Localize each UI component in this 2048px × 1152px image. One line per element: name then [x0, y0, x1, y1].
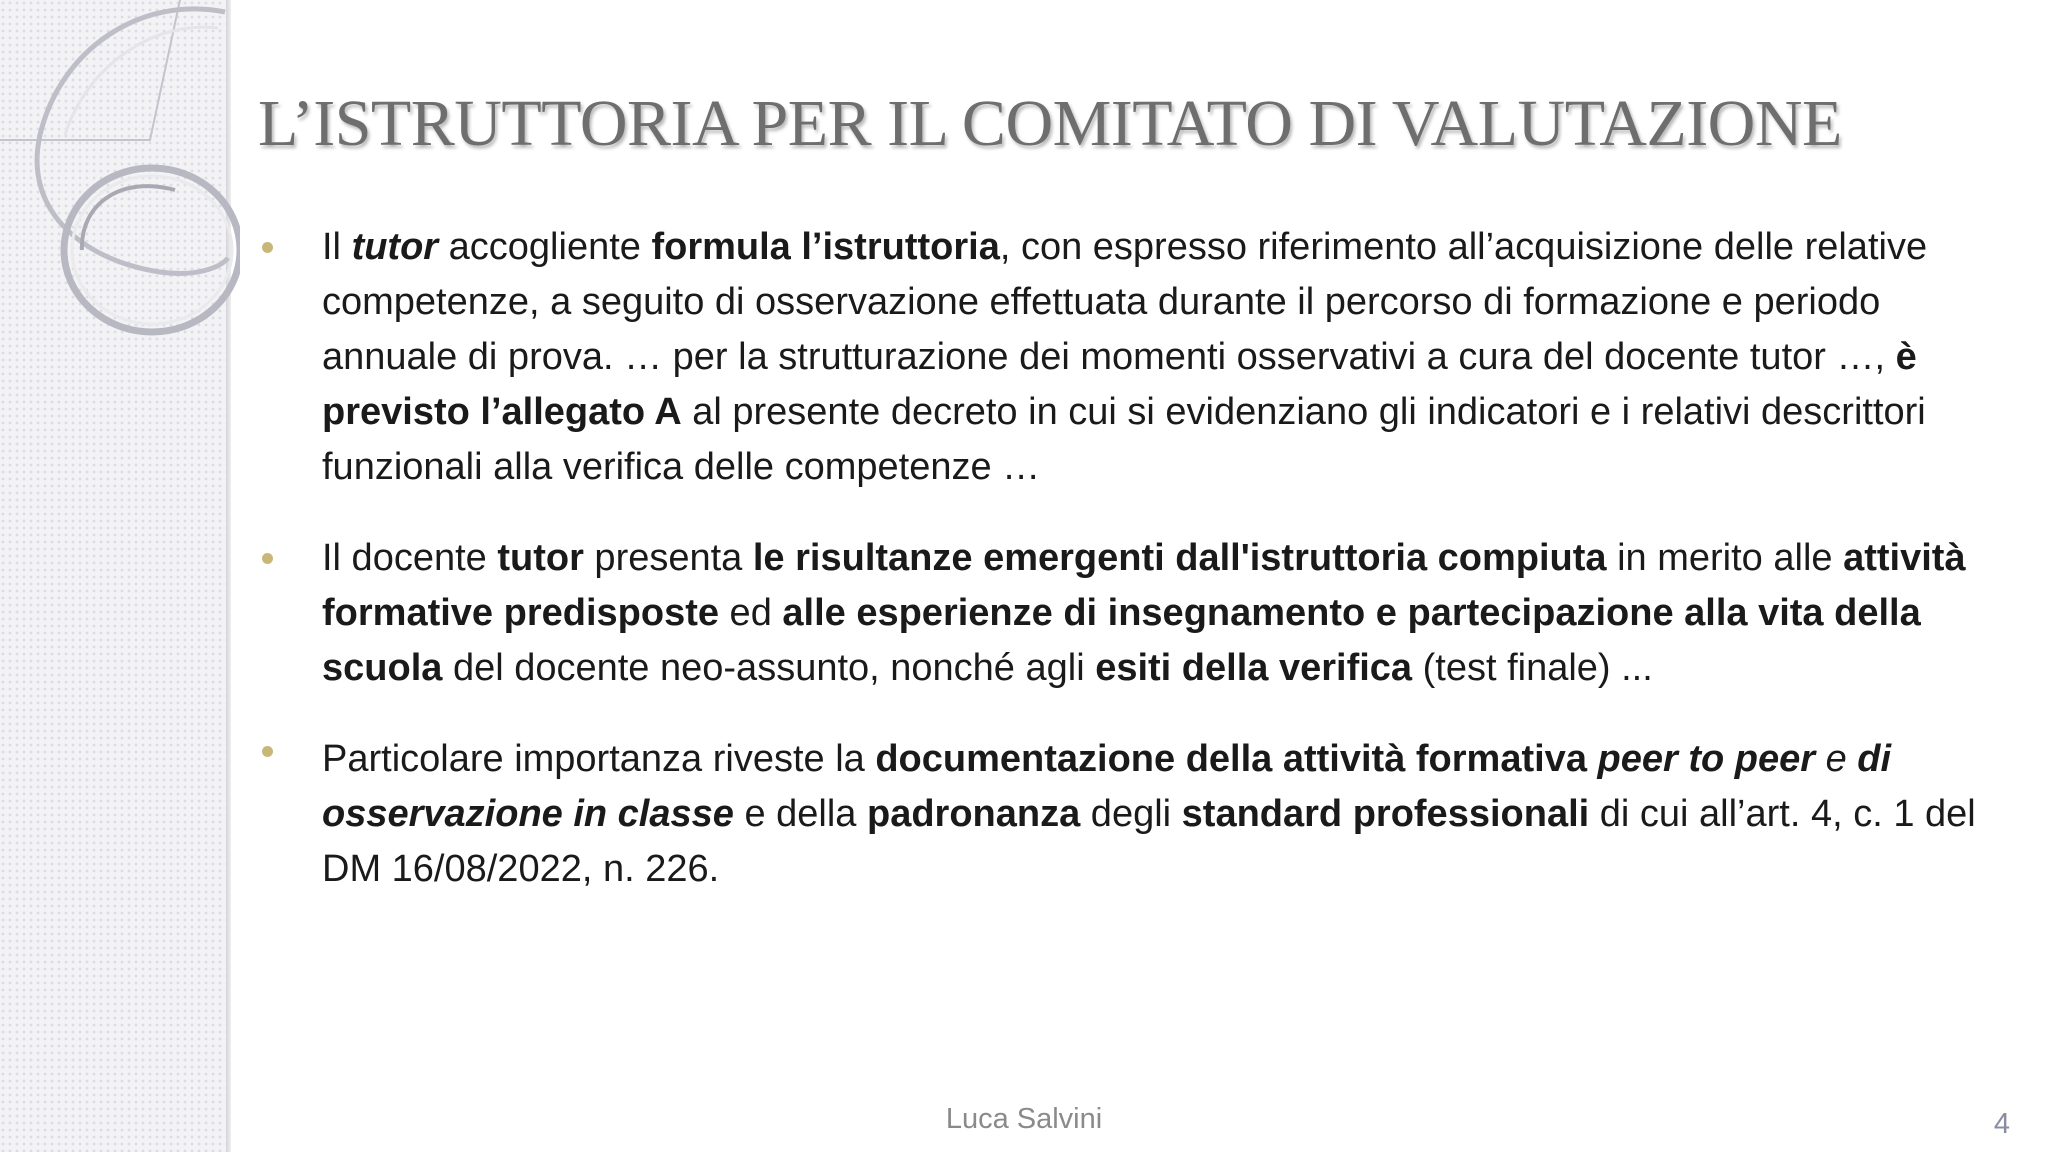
text-run: degli — [1080, 793, 1182, 835]
text-run-bold-italic: tutor — [351, 226, 439, 268]
text-run-bold: le risultanze emergenti dall'istruttoria compiuta — [752, 537, 1607, 579]
text-run: accogliente — [438, 226, 652, 268]
text-run: Il docente — [322, 537, 498, 579]
text-run-bold: esiti della verifica — [1095, 647, 1413, 689]
text-run: ed — [719, 592, 783, 634]
text-run: e della — [733, 793, 867, 835]
bullet-paragraph-1 — [258, 220, 1998, 495]
slide-footer-author: Luca Salvini — [945, 1103, 1103, 1135]
text-run: Particolare importanza riveste la — [322, 738, 876, 780]
bullet-paragraph-2 — [258, 531, 1998, 696]
slide-page-number: 4 — [1993, 1108, 2010, 1140]
text-run-bold: standard professionali — [1181, 793, 1590, 835]
text-run: in merito alle — [1606, 537, 1844, 579]
text-run-bold: padronanza — [867, 793, 1081, 835]
text-run-bold: attività formative predisposte — [322, 537, 1966, 634]
bullet-dot-icon — [262, 242, 273, 253]
text-run-bold: formula l’istruttoria — [651, 226, 1000, 268]
text-run: del docente neo-assunto, nonché agli — [442, 647, 1096, 689]
text-run-bold: tutor — [497, 537, 584, 579]
decorative-swirl — [0, 0, 240, 400]
text-run: (test finale) ... — [1412, 647, 1653, 689]
text-run-bold: alle esperienze di insegnamento e partecipazione alla vita della scuola — [322, 592, 1921, 689]
slide-title: L’ISTRUTTORIA PER IL COMITATO DI VALUTAZIONE — [258, 87, 1842, 160]
text-run-bold-italic: di osservazione in classe — [322, 738, 1892, 835]
text-run-italic: e — [1815, 738, 1858, 780]
text-run: al presente decreto in cui si evidenziano gli indicatori e i relativi descrittori funzionali alla verifica delle competenze … — [322, 391, 1926, 488]
bullet-dot-icon — [262, 553, 273, 564]
bullet-dot-icon — [262, 746, 273, 757]
text-run-bold: documentazione della attività formativa — [875, 738, 1598, 780]
text-run: di cui all’art. 4, c. 1 del DM 16/08/2022, n. 226. — [322, 793, 1976, 890]
slide-body — [258, 220, 1998, 933]
bullet-paragraph-3 — [258, 732, 1998, 897]
text-run: Il — [322, 226, 352, 268]
text-run-bold-italic: peer to peer — [1597, 738, 1816, 780]
text-run: , con espresso riferimento all’acquisizione delle relative competenze, a seguito di osservazione effettuata durante il percorso di formazione e periodo annuale di prova. … per la strutturazione dei momenti osservativi a cura del docente tutor …, — [322, 226, 1928, 378]
text-run: presenta — [583, 537, 753, 579]
text-run-bold: è previsto l’allegato A — [322, 336, 1917, 433]
